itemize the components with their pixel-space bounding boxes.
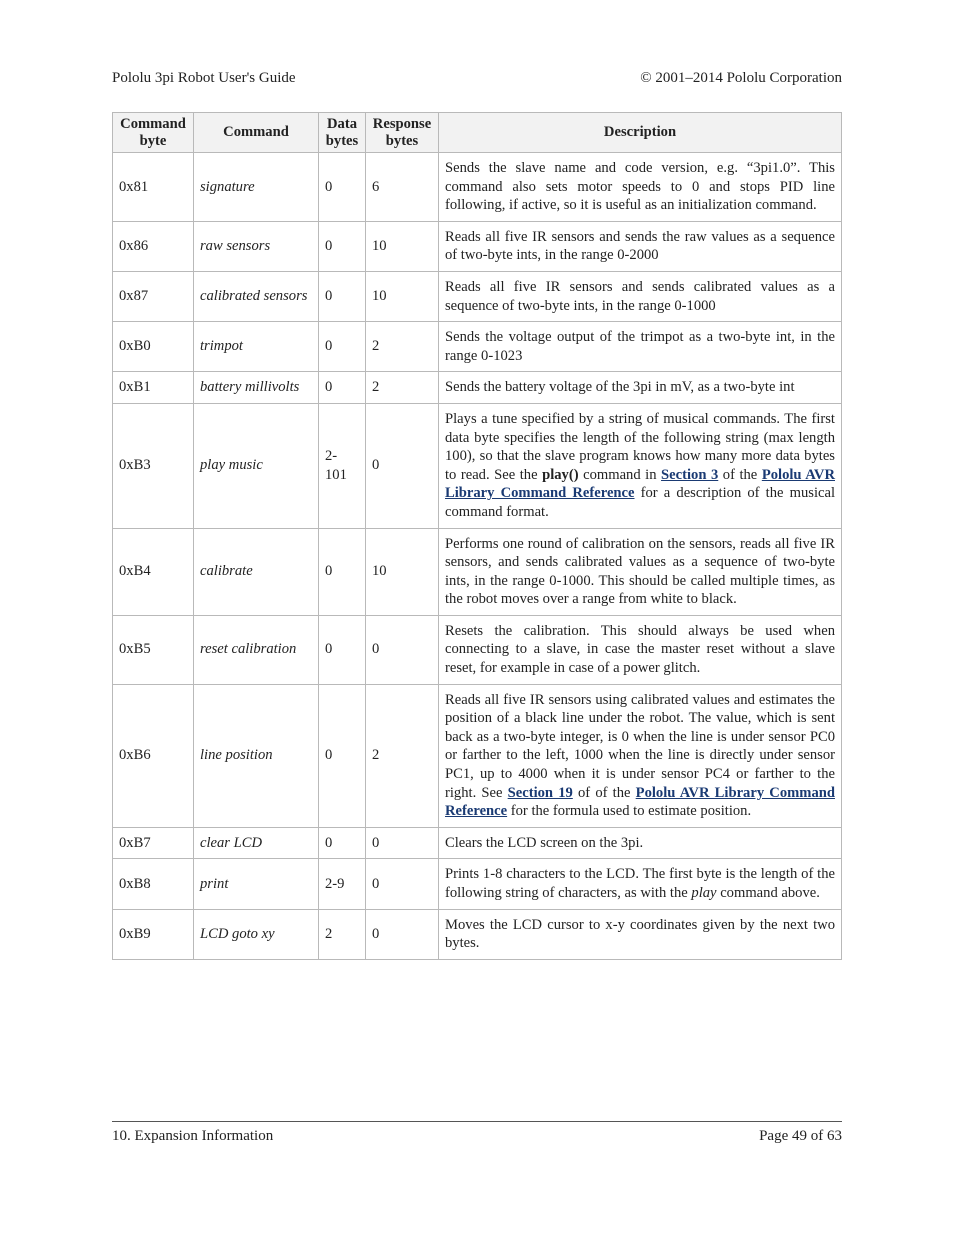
description-text: Reads all five IR sensors using calibrated values and estimates the position of a black line under the robot. The value, which is sent back as a two-byte integer, is 0 when the line is under sensor PC0 or farther to the left, 1000 when the line is directly under sensor PC1, up to 4000 when it is under sensor PC4 or farther to the right. See [445,691,835,801]
table-row [113,322,842,372]
description-text: for a description of the musical command format. [445,485,836,520]
description-text: Reads all five IR sensors and sends calibrated values as a sequence of two-byte ints, in the range 0-1000 [445,278,835,314]
column-header-description: Description [439,113,842,153]
table-row [113,271,842,321]
function-name-play: play() [542,466,579,483]
cell-command: trimpot [194,322,319,372]
description-text: Sends the voltage output of the trimpot as a two-byte int, in the range 0-1023 [445,329,835,364]
description-text: Plays a tune specified by a string of musical commands. The first data byte specifies the length of the following string (max length 100), so that the slave program knows how many more data bytes to read. See the [445,410,835,483]
description-text: Resets the calibration. This should always be used when connecting to a slave, in case the master reset without a slave reset, for example in case of a power glitch. [445,622,835,677]
cell-response-bytes: 0 [366,859,439,909]
cell-command-byte: 0x87 [113,271,194,321]
cell-response-bytes: 0 [366,403,439,528]
description-text: command in [578,466,662,483]
description-text: Moves the LCD cursor to x-y coordinates given by the next two bytes. [445,916,835,952]
cell-command: battery millivolts [194,372,319,404]
cell-command: LCD goto xy [194,909,319,959]
description-text: of the [718,466,762,483]
chapter-title: 10. Expansion Information [112,1128,274,1144]
cell-command: calibrated sensors [194,271,319,321]
description-text: Clears the LCD screen on the 3pi. [445,834,644,851]
cell-data-bytes: 0 [319,322,366,372]
cell-response-bytes: 6 [366,153,439,222]
cell-data-bytes: 2-9 [319,859,366,909]
description-text: Performs one round of calibration on the sensors, reads all five IR sensors, and sends calibrated values as a sequence of two-byte ints, in the range 0-1000. This should be called multiple times, as the robot moves over a range from white to black. [445,535,835,608]
cell-command-byte: 0xB6 [113,684,194,827]
table-row [113,909,842,959]
cell-data-bytes: 0 [319,153,366,222]
page-number: Page 49 of 63 [759,1128,842,1144]
cell-description [439,322,842,372]
cell-data-bytes: 0 [319,827,366,859]
table-row [113,684,842,827]
cell-command-byte: 0xB5 [113,615,194,684]
cell-command-byte: 0xB0 [113,322,194,372]
cell-data-bytes: 0 [319,528,366,615]
cell-response-bytes: 10 [366,221,439,271]
page-footer [112,1121,842,1144]
cell-data-bytes: 0 [319,271,366,321]
cell-command: reset calibration [194,615,319,684]
cell-description [439,684,842,827]
cell-description [439,221,842,271]
table-row [113,403,842,528]
cell-command: signature [194,153,319,222]
table-row [113,827,842,859]
table-row [113,615,842,684]
section-19-link[interactable]: Section 19 [507,784,573,801]
cell-description [439,859,842,909]
cell-command-byte: 0x81 [113,153,194,222]
cell-data-bytes: 2-101 [319,403,366,528]
cell-command: raw sensors [194,221,319,271]
column-header-response-bytes: Response bytes [366,113,439,153]
library-reference-link[interactable]: Pololu AVR Library Command Reference [445,466,835,502]
cell-command: clear LCD [194,827,319,859]
cell-command-byte: 0xB8 [113,859,194,909]
cell-data-bytes: 0 [319,615,366,684]
cell-command-byte: 0xB1 [113,372,194,404]
cell-command: print [194,859,319,909]
table-row [113,372,842,404]
table-row [113,859,842,909]
cell-description [439,153,842,222]
command-name-play: play [691,885,717,901]
column-header-data-bytes: Data bytes [319,113,366,153]
cell-command-byte: 0xB4 [113,528,194,615]
cell-response-bytes: 10 [366,271,439,321]
table-row [113,528,842,615]
cell-response-bytes: 0 [366,615,439,684]
cell-description [439,403,842,528]
library-reference-link[interactable]: Pololu AVR Library Command Reference [445,784,835,820]
cell-command: line position [194,684,319,827]
description-text: Sends the slave name and code version, e.g. “3pi1.0”. This command also sets motor speeds to 0 and stops PID line following, if active, so it is useful as an initialization command. [445,160,835,214]
description-text: command above. [716,885,820,901]
description-text: Sends the battery voltage of the 3pi in mV, as a two-byte int [445,379,795,396]
cell-description [439,372,842,404]
table-header-row [113,113,842,153]
cell-description [439,271,842,321]
cell-response-bytes: 2 [366,322,439,372]
cell-data-bytes: 0 [319,221,366,271]
cell-command: calibrate [194,528,319,615]
table-row [113,221,842,271]
description-text: Prints 1-8 characters to the LCD. The first byte is the length of the following string of characters, as with the [445,866,835,901]
cell-command-byte: 0xB7 [113,827,194,859]
cell-command-byte: 0x86 [113,221,194,271]
copyright-notice: © 2001–2014 Pololu Corporation [640,70,842,86]
command-table [112,112,842,960]
page-header [112,70,842,90]
cell-description [439,909,842,959]
document-title: Pololu 3pi Robot User's Guide [112,70,296,86]
cell-response-bytes: 0 [366,827,439,859]
cell-data-bytes: 2 [319,909,366,959]
cell-response-bytes: 2 [366,372,439,404]
cell-command-byte: 0xB9 [113,909,194,959]
cell-response-bytes: 0 [366,909,439,959]
table-row [113,153,842,222]
cell-command: play music [194,403,319,528]
cell-description [439,827,842,859]
cell-data-bytes: 0 [319,684,366,827]
cell-description [439,615,842,684]
cell-response-bytes: 2 [366,684,439,827]
description-text: of of the [572,784,636,801]
cell-data-bytes: 0 [319,372,366,404]
description-text: for the formula used to estimate position. [507,803,752,820]
column-header-command-byte: Command byte [113,113,194,153]
cell-command-byte: 0xB3 [113,403,194,528]
description-text: Reads all five IR sensors and sends the raw values as a sequence of two-byte ints, in the range 0-2000 [445,228,835,264]
column-header-command: Command [194,113,319,153]
section-3-link[interactable]: Section 3 [661,466,719,483]
cell-description [439,528,842,615]
cell-response-bytes: 10 [366,528,439,615]
